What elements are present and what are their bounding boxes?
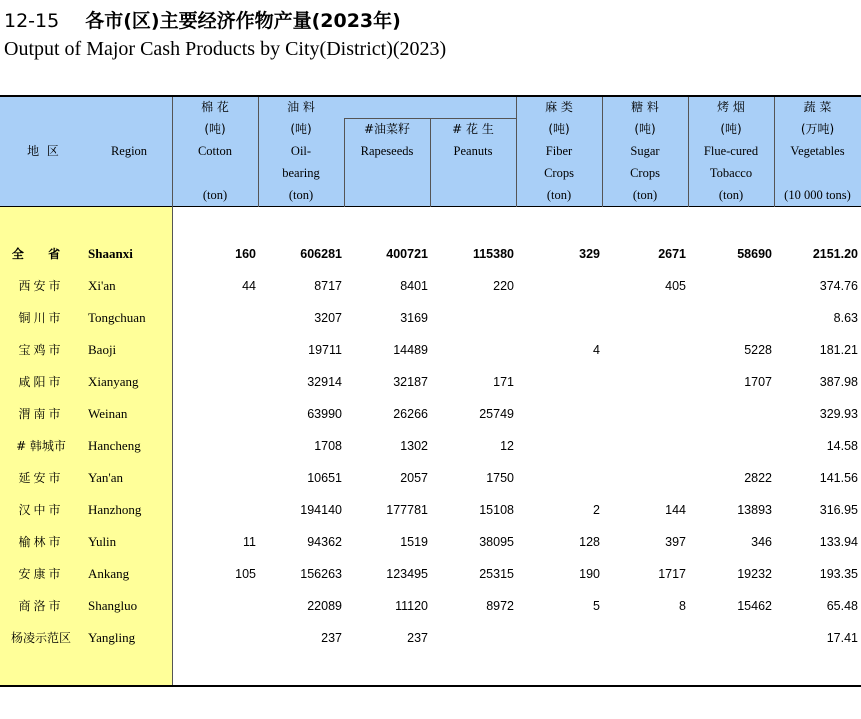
header-region-cn: 地 区 [27,144,59,158]
cell-oil: 156263 [300,567,342,581]
region-name-cn: 商洛市 [18,599,64,613]
cell-peanut: 25749 [479,407,514,421]
cell-cotton: 160 [235,247,256,261]
cell-rape: 32187 [393,375,428,389]
cell-tobacco: 5228 [744,343,772,357]
header-rapeseeds: #油菜籽 Rapeseeds [360,122,414,158]
table-row [0,366,861,398]
cell-veg: 141.56 [819,471,858,485]
region-name-en: Xi'an [88,278,116,293]
region-name-cn: 安康市 [18,567,64,581]
region-name-en: Ankang [88,566,130,581]
cell-tobacco: 15462 [737,599,772,613]
header-region-en: Region [110,144,148,158]
cell-veg: 193.35 [819,567,858,581]
region-name-en: Weinan [88,406,128,421]
cell-cotton: 44 [242,279,256,293]
cell-peanut: 115380 [472,247,514,261]
cell-veg: 181.21 [819,343,858,357]
cell-sugar: 405 [665,279,686,293]
region-name-cn: 铜川市 [18,311,64,325]
header-fiber: 麻 类 (吨) Fiber Crops (ton) [544,100,574,202]
table-row [0,622,861,654]
cell-peanut: 8972 [486,599,514,613]
cell-peanut: 12 [500,439,514,453]
cell-fiber: 190 [579,567,600,581]
title-cn-text: 各市(区)主要经济作物产量(2023年) [85,10,401,32]
table-title-cn [4,6,401,33]
cell-tobacco: 2822 [744,471,772,485]
cell-veg: 65.48 [826,599,858,613]
header-sugar: 糖 料 (吨) Sugar Crops (ton) [630,100,660,202]
region-name-en: Yangling [88,630,136,645]
region-name-cn: 榆林市 [18,535,64,549]
cell-fiber: 4 [593,343,600,357]
bottom-rule [0,685,861,687]
cell-fiber: 128 [579,535,600,549]
cell-veg: 133.94 [819,535,858,549]
cell-rape: 1302 [400,439,428,453]
region-name-cn: 渭南市 [18,407,64,421]
cell-peanut: 220 [493,279,514,293]
cell-rape: 11120 [395,599,428,613]
cell-rape: 14489 [393,343,428,357]
cell-peanut: 171 [493,375,514,389]
region-name-en: Shangluo [88,598,138,613]
header-peanuts: # 花 生 Peanuts [452,122,494,158]
cell-tobacco: 346 [751,535,772,549]
region-name-en: Xianyang [88,374,139,389]
cell-rape: 237 [407,631,428,645]
cell-rape: 26266 [393,407,428,421]
cell-peanut: 15108 [479,503,514,517]
cell-sugar: 1717 [658,567,686,581]
table-row [0,558,861,590]
table-title-en: Output of Major Cash Products by City(District)(2023) [4,38,447,60]
region-name-en: Hanzhong [88,502,142,517]
table-row [0,430,861,462]
cell-cotton: 11 [243,535,256,549]
table-row-total [0,238,861,270]
cell-veg: 8.63 [833,311,858,325]
cell-peanut: 25315 [479,567,514,581]
cell-oil: 32914 [307,375,342,389]
table-row [0,398,861,430]
cell-fiber: 2 [593,503,600,517]
cell-oil: 94362 [307,535,342,549]
region-name-cn: 西安市 [18,279,64,293]
cell-oil: 63990 [307,407,342,421]
region-name-en: Shaanxi [88,246,133,261]
cell-oil: 194140 [300,503,342,517]
cell-rape: 8401 [400,279,428,293]
cell-rape: 123495 [386,567,428,581]
header-vegetables: 蔬 菜 (万吨) Vegetables (10 000 tons) [784,100,851,202]
header-oil: 油 料 (吨) Oil- bearing (ton) [282,100,320,202]
cell-veg: 374.76 [819,279,858,293]
region-name-cn: 全 省 [11,247,71,261]
table-row [0,270,861,302]
cell-tobacco: 19232 [737,567,772,581]
cell-oil: 237 [321,631,342,645]
cell-oil: 1708 [314,439,342,453]
cell-sugar: 2671 [658,247,686,261]
cell-fiber: 329 [579,247,600,261]
cell-oil: 8717 [314,279,342,293]
table-row [0,494,861,526]
header-tobacco: 烤 烟 (吨) Flue-cured Tobacco (ton) [703,100,759,202]
cell-veg: 2151.20 [812,247,858,261]
cell-veg: 387.98 [819,375,858,389]
region-name-cn: 汉中市 [18,503,64,517]
table-number: 12-15 [4,10,60,32]
cell-rape: 2057 [400,471,428,485]
region-name-cn: 咸阳市 [18,375,64,389]
cell-rape: 177781 [386,503,428,517]
cell-rape: 3169 [400,311,428,325]
region-name-en: Yulin [88,534,117,549]
cell-cotton: 105 [235,567,256,581]
cell-veg: 14.58 [826,439,858,453]
cell-veg: 17.41 [826,631,858,645]
cell-oil: 3207 [314,311,342,325]
cell-oil: 19711 [308,343,342,357]
cell-sugar: 144 [665,503,686,517]
cell-veg: 316.95 [819,503,858,517]
region-name-en: Hancheng [88,438,141,453]
cell-tobacco: 13893 [737,503,772,517]
table-row [0,462,861,494]
region-name-cn: 宝鸡市 [18,343,64,357]
cell-oil: 10651 [307,471,342,485]
cell-tobacco: 58690 [737,247,772,261]
cell-rape: 1519 [400,535,428,549]
region-name-en: Baoji [88,342,117,357]
region-name-en: Yan'an [88,470,123,485]
table-row [0,334,861,366]
region-name-en: Tongchuan [88,310,146,325]
cell-oil: 22089 [307,599,342,613]
header-cotton: 棉 花 (吨) Cotton (ton) [197,100,233,202]
cell-rape: 400721 [386,247,428,261]
cell-veg: 329.93 [819,407,858,421]
cell-oil: 606281 [300,247,342,261]
region-name-cn: # 韩城市 [16,439,66,453]
cell-sugar: 8 [679,599,686,613]
table-row [0,302,861,334]
region-name-cn: 杨凌示范区 [10,631,71,645]
cell-fiber: 5 [593,599,600,613]
region-name-cn: 延安市 [18,471,64,485]
cell-peanut: 38095 [479,535,514,549]
cell-peanut: 1750 [486,471,514,485]
cell-sugar: 397 [665,535,686,549]
table-row [0,526,861,558]
cell-tobacco: 1707 [744,375,772,389]
table-row [0,590,861,622]
